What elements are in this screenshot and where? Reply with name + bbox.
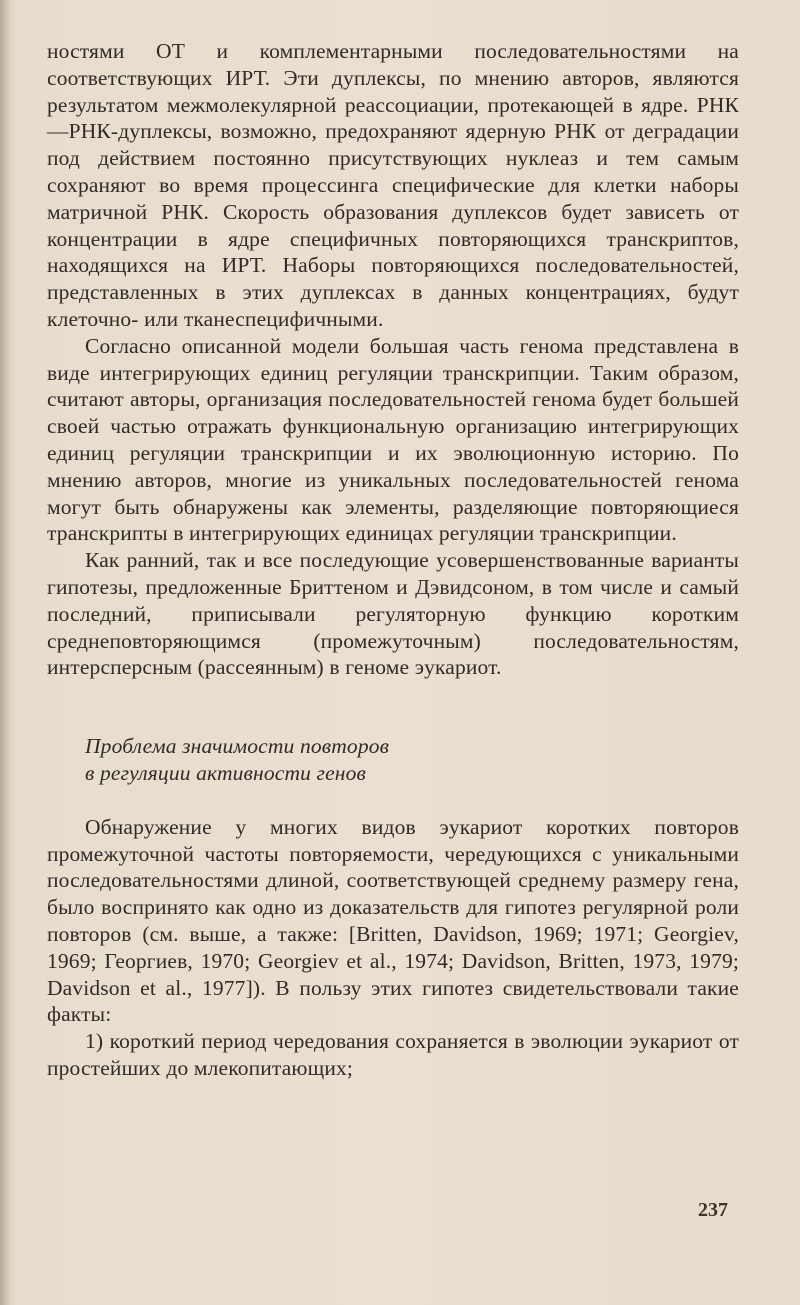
paragraph-5: 1) короткий период чередования сохраняется в эволюции эукариот от простейших до млекопитающих; <box>47 1029 739 1080</box>
paragraph-4: Обнаружение у многих видов эукариот коротких повторов промежуточной частоты повторяемости, чередующихся с уникальными последовательностями длиной, соответствующей среднему размеру гена, было воспринято как одно из доказательств для гипотез регулярной роли повторов (см. выше, а также: [Britten, Davidson, 1969; 1971; Georgiev, 1969; Георгиев, 1970; Georgiev et al., 1974; Davidson, Britten, 1973, 1979; Davidson et al., 1977]). В пользу этих гипотез свидетельствовали такие факты: <box>47 814 739 1027</box>
paragraph-2: Согласно описанной модели большая часть генома представлена в виде интегрирующих единиц регуляции транскрипции. Таким образом, считают авторы, организация последовательностей генома будет большей своей частью отражать функциональную организацию интегрирующих единиц регуляции транскрипции и их эволюционную историю. По мнению авторов, многие из уникальных последовательностей генома могут быть обнаружены как элементы, разделяющие повторяющиеся транскрипты в интегрирующих единицах регуляции транскрипции. <box>47 333 739 546</box>
paragraph-1: ностями ОТ и комплементарными последовательностями на соответствующих ИРТ. Эти дуплексы, по мнению авторов, являются результатом межмолекулярной реассоциации, протекающей в ядре. РНК—РНК-дуплексы, возможно, предохраняют ядерную РНК от деградации под действием постоянно присутствующих нуклеаз и тем самым сохраняют во время процессинга специфические для клетки наборы матричной РНК. Скорость образования дуплексов будет зависеть от концентрации в ядре специфичных повторяющихся транскриптов, находящихся на ИРТ. Наборы повторяющихся последовательностей, представленных в этих дуплексах в данных концентрациях, будут клеточно- или тканеспецифичными. <box>47 39 739 331</box>
page-spine-shadow <box>0 0 10 1305</box>
section-heading-line-2: в регуляции активности генов <box>85 760 366 785</box>
text-block <box>47 38 739 1082</box>
section-heading <box>47 733 739 787</box>
section-heading-line-1: Проблема значимости повторов <box>85 734 390 759</box>
paragraph-3: Как ранний, так и все последующие усовершенствованные варианты гипотезы, предложенные Бриттеном и Дэвидсоном, в том числе и самый последний, приписывали регуляторную функцию коротким среднеповторяющимся (промежуточным) последовательностям, интерсперсным (рассеянным) в геноме эукариот. <box>47 548 739 680</box>
page-number: 237 <box>698 1199 728 1221</box>
